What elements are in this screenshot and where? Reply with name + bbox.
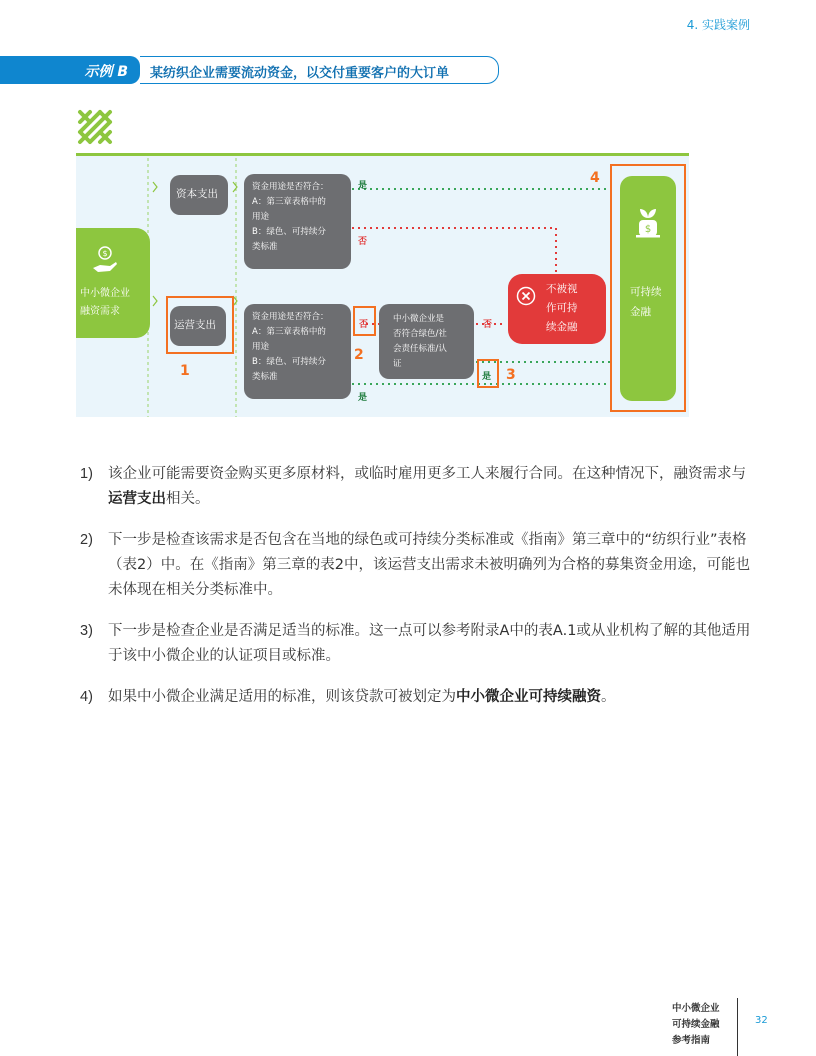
step1-highlight	[166, 296, 234, 354]
hand-coin-icon	[92, 244, 118, 276]
not-sustainable-node	[508, 274, 606, 344]
step-number-3: 3	[506, 367, 516, 383]
item-number: 3)	[80, 623, 93, 639]
criteria-bottom-line: 资金用途是否符合：	[252, 312, 329, 322]
criteria-bottom-line: 用途	[252, 342, 270, 352]
list-item	[80, 685, 760, 710]
example-tag	[0, 56, 140, 84]
capex-node	[170, 175, 228, 215]
criteria-top-line: 类标准	[252, 242, 278, 252]
criteria-top-line: 资金用途是否符合：	[252, 182, 329, 192]
msme-check-line: 证	[393, 359, 402, 369]
criteria-top-line: B：绿色、可持续分	[252, 227, 326, 237]
explanation-list	[80, 462, 760, 726]
footer-divider	[737, 998, 738, 1056]
item-number: 4)	[80, 689, 93, 705]
cross-circle-icon	[516, 286, 536, 306]
step-number-2: 2	[354, 347, 364, 363]
list-item	[80, 462, 760, 512]
footer-guide-title	[672, 1001, 730, 1049]
criteria-top-node	[244, 174, 351, 269]
msme-check-line: 中小微企业是	[393, 314, 445, 324]
item-text: 该企业可能需要资金购买更多原材料，或临时雇用更多工人来履行合同。在这种情况下，融资需求与	[108, 466, 746, 482]
msme-check-line: 否符合绿色/社	[393, 329, 447, 339]
criteria-bottom-line: B：绿色、可持续分	[252, 357, 326, 367]
step3-highlight	[477, 359, 499, 388]
no-label: 否	[359, 320, 369, 330]
step-number-4: 4	[590, 170, 600, 186]
item-emphasis: 运营支出	[108, 491, 166, 507]
item-text: 如果中小微企业满足适用的标准，则该贷款可被划定为	[108, 689, 456, 705]
criteria-top-line: 用途	[252, 212, 270, 222]
start-node-line2: 融资需求	[80, 306, 120, 317]
no-label: 否	[483, 320, 493, 330]
yes-label: 是	[482, 372, 492, 382]
footer-line: 可持续金融	[672, 1019, 720, 1030]
footer-line: 中小微企业	[672, 1003, 720, 1014]
list-item	[80, 528, 760, 603]
sustainable-line: 可持续	[630, 286, 662, 298]
svg-text:$: $	[644, 224, 652, 235]
criteria-bottom-line: A：第三章表格中的	[252, 327, 326, 337]
page-number: 32	[755, 1015, 768, 1026]
decision-flow-diagram	[76, 153, 689, 417]
yes-label: 是	[358, 393, 368, 403]
list-item	[80, 619, 760, 669]
no-label: 否	[358, 237, 368, 247]
start-node-line1: 中小微企业	[80, 288, 130, 299]
svg-text:$: $	[102, 249, 108, 258]
item-text: 下一步是检查该需求是否包含在当地的绿色或可持续分类标准或《指南》第三章中的“纺织行业”表格（表2）中。在《指南》第三章的表2中，该运营支出需求未被明确列为合格的募集资金用途，可能也未体现在相关分类标准中。	[108, 532, 750, 598]
capex-label: 资本支出	[176, 188, 218, 200]
item-text: 。	[601, 689, 616, 705]
not-sustainable-line: 续金融	[546, 321, 578, 333]
example-title-box	[140, 56, 499, 84]
msme-check-line: 会责任标准/认	[393, 344, 447, 354]
item-text: 相关。	[166, 491, 210, 507]
step2-highlight	[353, 306, 376, 336]
not-sustainable-line: 不被视	[546, 283, 578, 295]
opex-label: 运营支出	[174, 319, 216, 331]
example-tag-text: 示例 B	[84, 64, 128, 80]
example-banner	[0, 56, 502, 84]
criteria-bottom-line: 类标准	[252, 372, 278, 382]
step4-highlight	[610, 164, 686, 412]
sustainable-line: 金融	[630, 306, 651, 318]
knot-logo-icon	[76, 108, 114, 146]
item-text: 下一步是检查企业是否满足适当的标准。这一点可以参考附录A中的表A.1或从业机构了解的其他适用于该中小微企业的认证项目或标准。	[108, 623, 751, 664]
section-label: 4. 实践案例	[686, 18, 750, 32]
item-number: 2)	[80, 532, 93, 548]
item-emphasis: 中小微企业可持续融资	[456, 689, 601, 705]
footer-line: 参考指南	[672, 1035, 711, 1046]
criteria-top-line: A：第三章表格中的	[252, 197, 326, 207]
yes-label: 是	[358, 181, 368, 191]
not-sustainable-line: 作可持	[546, 302, 578, 314]
msme-standard-check-node	[379, 304, 474, 379]
criteria-bottom-node	[244, 304, 351, 399]
step-number-1: 1	[180, 363, 190, 379]
item-number: 1)	[80, 466, 93, 482]
example-title: 某纺织企业需要流动资金，以交付重要客户的大订单	[150, 66, 450, 81]
start-node	[76, 228, 150, 338]
